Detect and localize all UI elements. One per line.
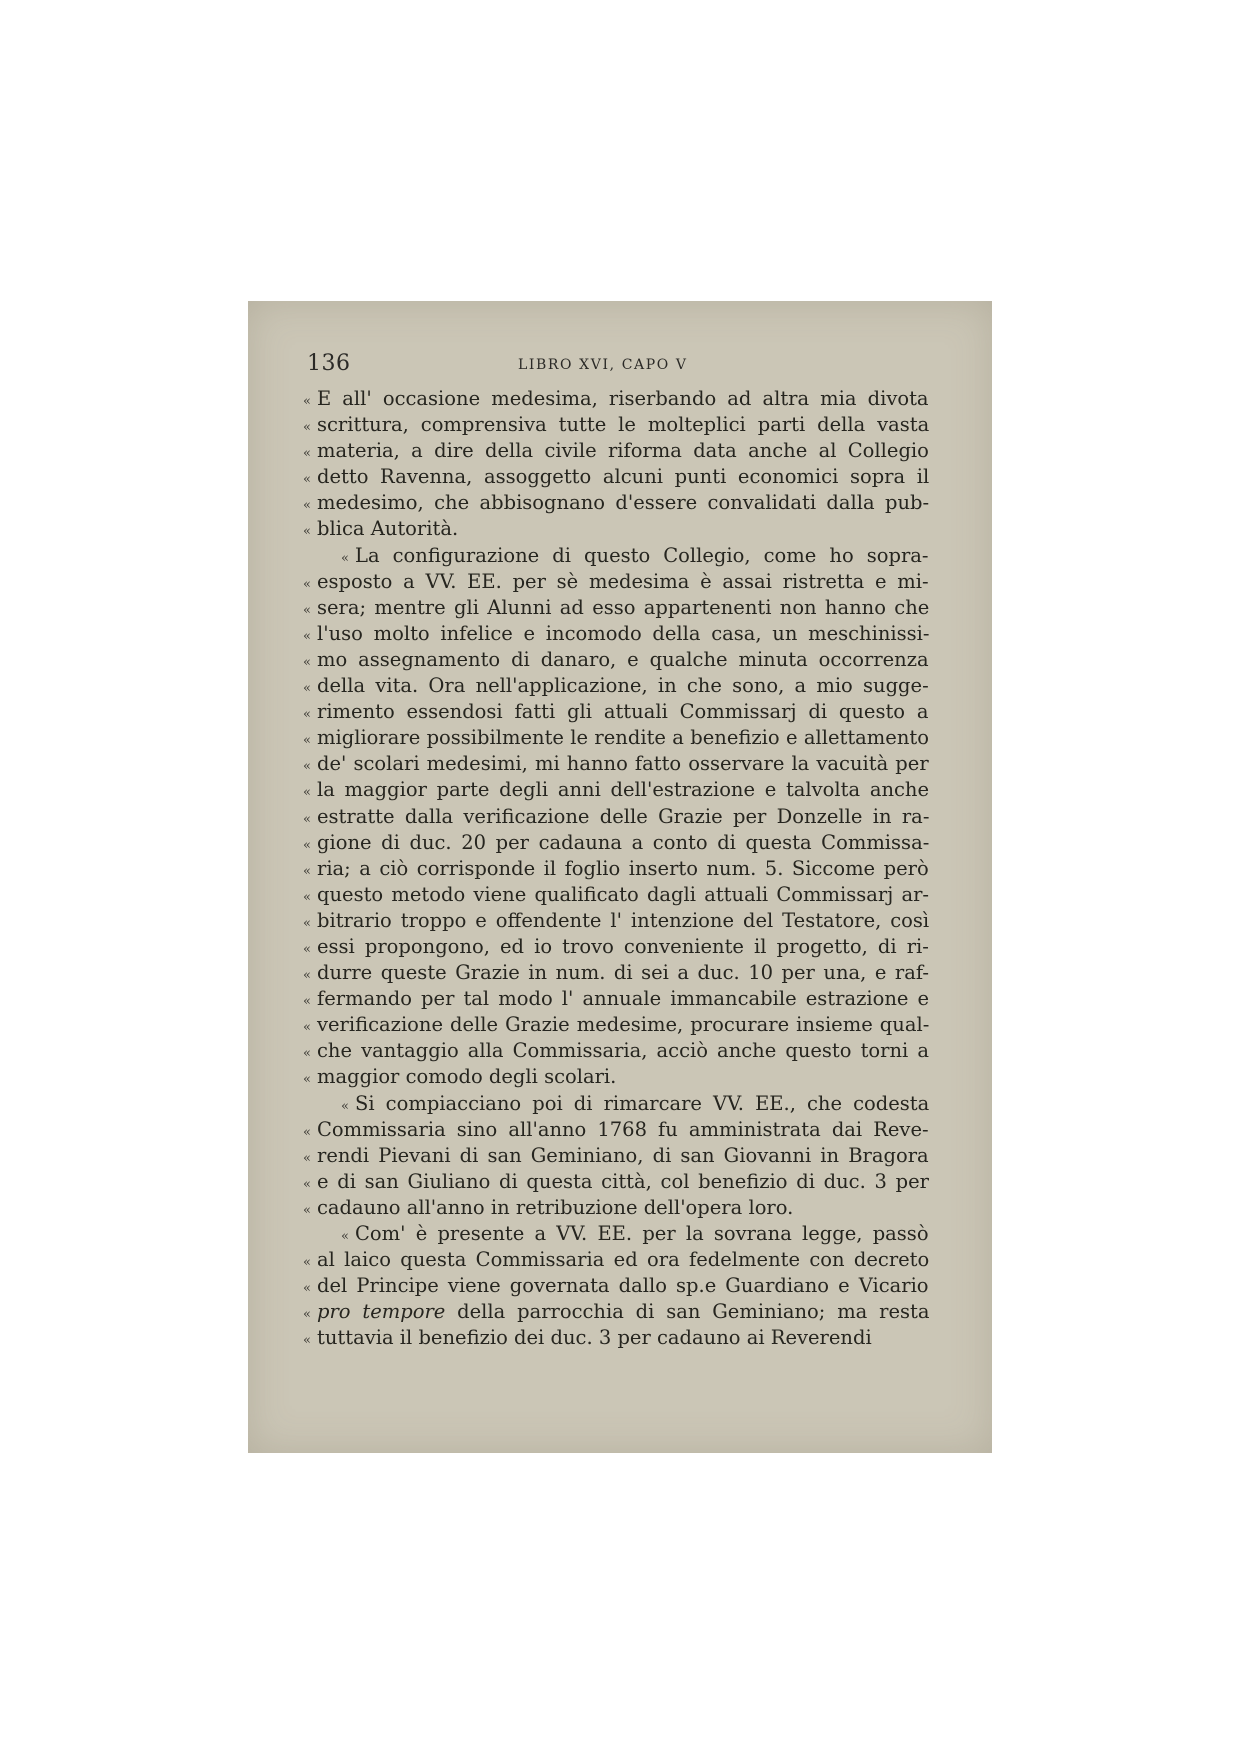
text-line [303,621,929,647]
running-head: LIBRO XVI, CAPO V [518,357,688,373]
line-text: de' scolari medesimi, mi hanno fatto osservare la vacuità per [317,752,929,776]
text-line [303,699,929,725]
quotation-mark: « [303,654,311,670]
quotation-mark: « [303,941,311,957]
text-line [303,1195,929,1221]
line-text: gione di duc. 20 per cadauna a conto di questa Commissa- [317,830,929,854]
quotation-mark: « [303,498,311,514]
quotation-mark: « [341,550,349,566]
line-text: verificazione delle Grazie medesime, procurare insieme qual- [317,1013,929,1037]
text-line [303,830,929,856]
text-line [303,1273,929,1299]
line-text: Si compiacciano poi di rimarcare VV. EE., che codesta [355,1091,929,1115]
line-text: blica Autorità. [317,517,459,541]
line-text: bitrario troppo e offendente l' intenzione del Testatore, così [317,908,929,932]
quotation-mark: « [303,628,311,644]
text-line [303,1221,929,1247]
line-text: Commissaria sino all'anno 1768 fu amministrata dai Reve- [317,1117,929,1141]
body-text [303,386,929,1351]
quotation-mark: « [303,1046,311,1062]
quotation-mark: « [303,837,311,853]
text-line [303,595,929,621]
quotation-mark: « [303,785,311,801]
quotation-mark: « [303,994,311,1010]
quotation-mark: « [303,1020,311,1036]
text-line [303,438,929,464]
text-line [303,1064,929,1090]
line-text: al laico questa Commissaria ed ora fedelmente con decreto [317,1248,929,1272]
text-line [303,804,929,830]
line-text: l'uso molto infelice e incomodo della casa, un meschinissi- [317,621,929,645]
text-line [303,490,929,516]
line-text: durre queste Grazie in num. di sei a duc. 10 per una, e raf- [317,961,929,985]
line-text: tuttavia il benefizio dei duc. 3 per cadauno ai Reverendi [317,1326,872,1350]
text-line [303,464,929,490]
quotation-mark: « [303,759,311,775]
quotation-mark: « [303,733,311,749]
line-text: sera; mentre gli Alunni ad esso appartenenti non hanno che [317,595,929,619]
text-line [303,725,929,751]
text-line [303,986,929,1012]
quotation-mark: « [303,889,311,905]
quotation-mark: « [303,472,311,488]
text-line [303,934,929,960]
quotation-mark: « [303,968,311,984]
quotation-mark: « [303,446,311,462]
line-text: estratte dalla verificazione delle Grazie per Donzelle in ra- [317,804,929,828]
line-text: scrittura, comprensiva tutte le molteplici parti della vasta [317,413,929,437]
line-text: del Principe viene governata dallo sp.e Guardiano e Vicario [317,1274,929,1298]
text-line [303,1299,929,1325]
quotation-mark: « [303,602,311,618]
line-text: E all' occasione medesima, riserbando ad altra mia divota [317,387,929,410]
text-line [303,1117,929,1143]
line-text: la maggior parte degli anni dell'estrazione e talvolta anche [317,778,929,802]
quotation-mark: « [303,576,311,592]
quotation-mark: « [303,1281,311,1297]
quotation-mark: « [303,394,311,409]
quotation-mark: « [341,1098,349,1114]
quotation-mark: « [303,1333,311,1349]
line-text: della vita. Ora nell'applicazione, in che sono, a mio sugge- [317,674,929,698]
line-text: materia, a dire della civile riforma data anche al Collegio [317,439,929,463]
quotation-mark: « [303,707,311,723]
quotation-mark: « [303,524,311,540]
quotation-mark: « [303,811,311,827]
text-line [303,1143,929,1169]
line-text: detto Ravenna, assoggetto alcuni punti economici sopra il [317,465,929,489]
quotation-mark: « [303,1176,311,1192]
quotation-mark: « [303,1307,311,1323]
text-line [303,412,929,438]
text-line [303,882,929,908]
scanned-page [248,301,992,1453]
line-text: medesimo, che abbisognano d'essere convalidati dalla pub- [317,491,929,515]
line-text: cadauno all'anno in retribuzione dell'opera loro. [317,1195,794,1219]
line-text: che vantaggio alla Commissaria, acciò anche questo torni a [317,1039,929,1063]
quotation-mark: « [303,1150,311,1166]
text-line [303,1169,929,1195]
quotation-mark: « [341,1229,349,1244]
line-text: pro tempore della parrocchia di san Geminiano; ma resta [317,1300,929,1324]
line-text: maggior comodo degli scolari. [317,1065,617,1089]
text-line [303,1091,929,1117]
quotation-mark: « [303,1072,311,1088]
quotation-mark: « [303,1202,311,1218]
line-text: questo metodo viene qualificato dagli attuali Commissarj ar- [317,882,929,906]
text-line [303,908,929,934]
text-line [303,673,929,699]
line-text: migliorare possibilmente le rendite a benefizio e allettamento [317,726,929,750]
text-line [303,569,929,595]
quotation-mark: « [303,1255,311,1271]
line-text: rimento essendosi fatti gli attuali Commissarj di questo a [317,700,929,724]
line-text: fermando per tal modo l' annuale immancabile estrazione e [317,987,929,1011]
line-text: esposto a VV. EE. per sè medesima è assai ristretta e mi- [317,569,929,593]
quotation-mark: « [303,863,311,879]
quotation-mark: « [303,681,311,697]
text-line [303,1247,929,1273]
text-line [303,543,929,569]
text-line [303,856,929,882]
text-line [303,1325,929,1351]
line-text: mo assegnamento di danaro, e qualche minuta occorrenza [317,647,929,671]
text-line [303,647,929,673]
text-line [303,386,929,412]
line-text: ria; a ciò corrisponde il foglio inserto num. 5. Siccome però [317,856,929,880]
text-line [303,1012,929,1038]
line-text: rendi Pievani di san Geminiano, di san Giovanni in Bragora [317,1143,929,1167]
text-line [303,777,929,803]
quotation-mark: « [303,1124,311,1140]
quotation-mark: « [303,420,311,436]
line-text: La configurazione di questo Collegio, come ho sopra- [355,543,929,567]
quotation-mark: « [303,915,311,931]
text-line [303,751,929,777]
text-line [303,960,929,986]
line-text: e di san Giuliano di questa città, col benefizio di duc. 3 per [317,1169,929,1193]
text-line [303,1038,929,1064]
page-number: 136 [307,351,351,376]
line-text: Com' è presente a VV. EE. per la sovrana legge, passò [355,1222,929,1245]
text-line [303,516,929,542]
line-text: essi propongono, ed io trovo conveniente il progetto, di ri- [317,934,929,958]
